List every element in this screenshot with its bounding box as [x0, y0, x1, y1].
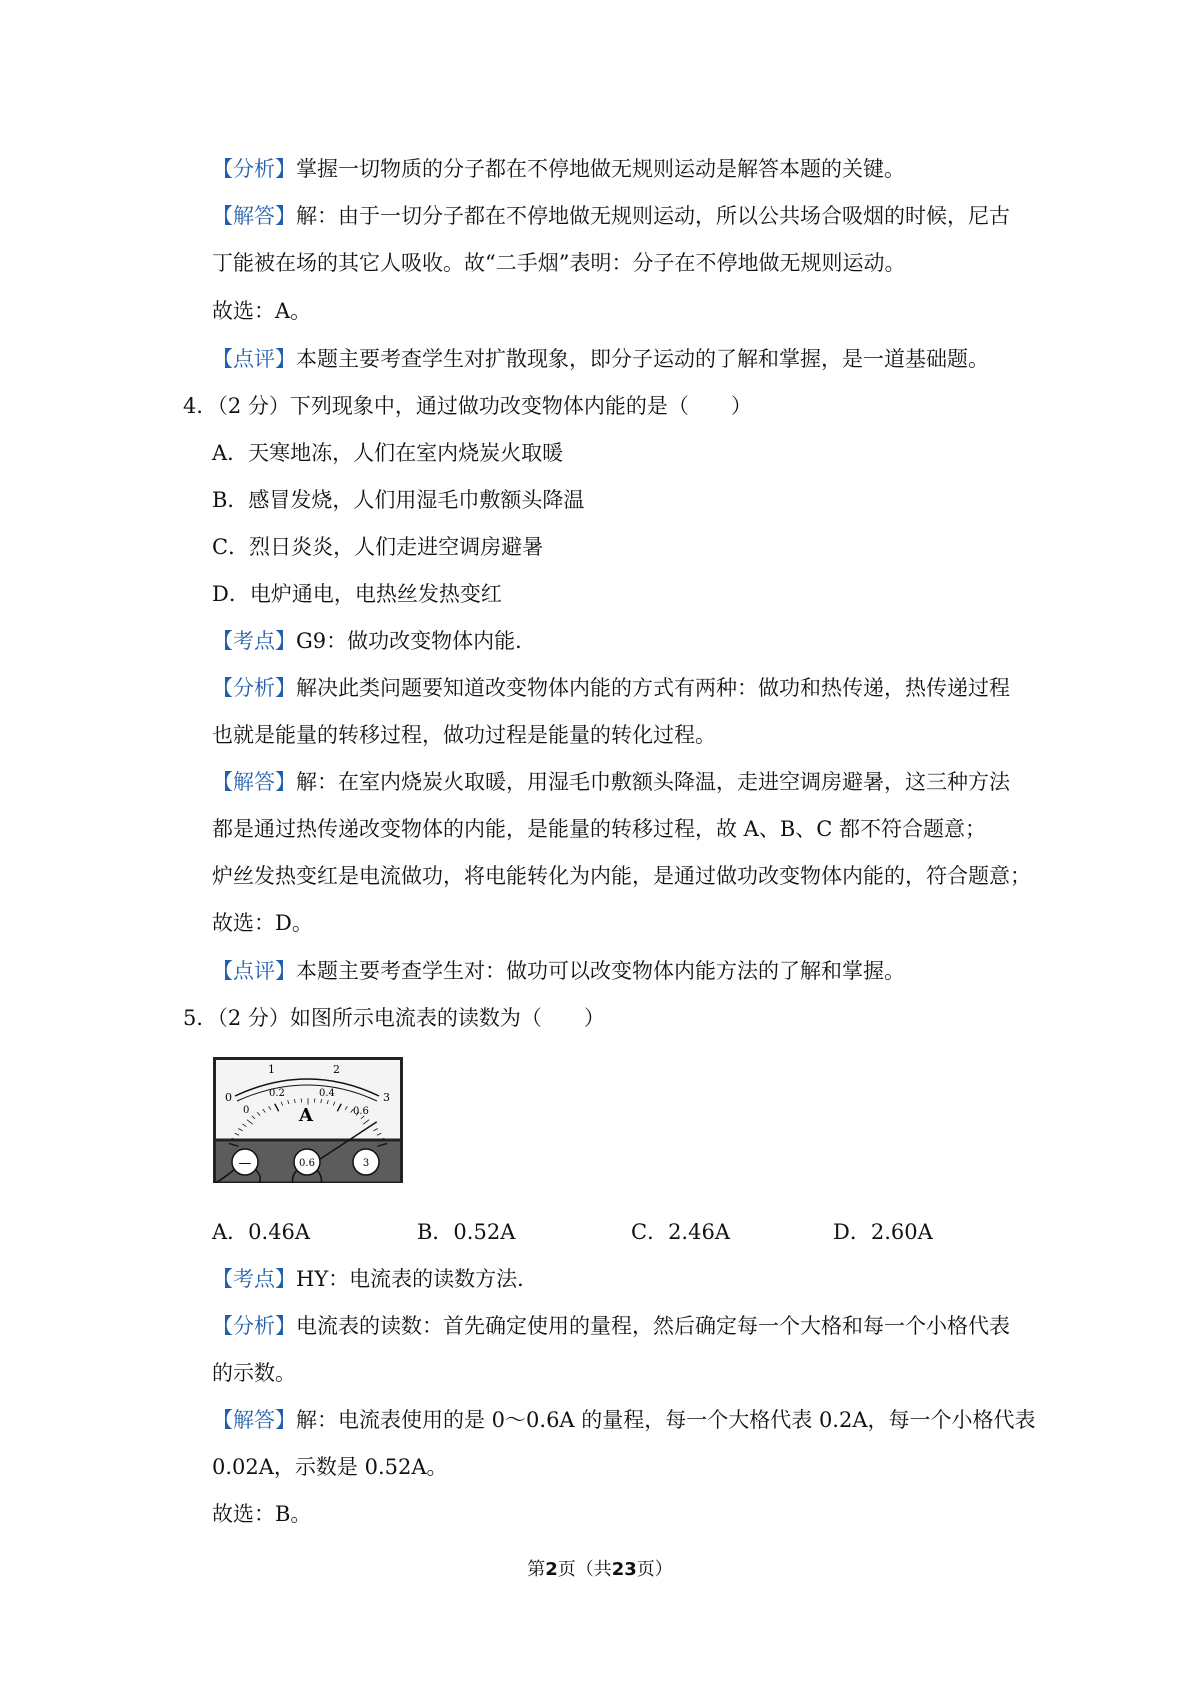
upper-scale-label: 2 — [333, 1063, 340, 1076]
q5-answer: 【解答】解：电流表使用的是 0～0.6A 的量程，每一个大格代表 0.2A，每一个小格代表 — [212, 1408, 1036, 1432]
analysis-tag: 【分析】 — [212, 676, 296, 700]
q4-option-a: A．天寒地冻，人们在室内烧炭火取暖 — [212, 441, 564, 465]
comment-tag: 【点评】 — [212, 347, 296, 371]
upper-scale-label: 1 — [268, 1063, 275, 1076]
q3-answer: 【解答】解：由于一切分子都在不停地做无规则运动，所以公共场合吸烟的时候，尼古 — [212, 204, 1010, 228]
q4-answer-line3: 炉丝发热变红是电流做功，将电能转化为内能，是通过做功改变物体内能的，符合题意； — [212, 864, 1031, 888]
q4-option-d: D．电炉通电，电热丝发热变红 — [212, 582, 502, 606]
ammeter-figure — [213, 1057, 403, 1183]
q4-option-c: C．烈日炎炎，人们走进空调房避暑 — [212, 535, 544, 559]
q4-point: 【考点】G9：做功改变物体内能． — [212, 629, 537, 653]
point-tag: 【考点】 — [212, 1267, 296, 1291]
q3-analysis: 【分析】掌握一切物质的分子都在不停地做无规则运动是解答本题的关键。 — [212, 157, 905, 181]
page-number: 2 — [545, 1559, 558, 1580]
q4-analysis: 【分析】解决此类问题要知道改变物体内能的方式有两种：做功和热传递，热传递过程 — [212, 676, 1010, 700]
lower-scale-label: 0.6 — [353, 1106, 369, 1117]
q3-comment: 【点评】本题主要考查学生对扩散现象，即分子运动的了解和掌握，是一道基础题。 — [212, 347, 989, 371]
q4-answer-line2: 都是通过热传递改变物体的内能，是能量的转移过程，故 A、B、C 都不符合题意； — [212, 817, 987, 841]
q4-option-b: B．感冒发烧，人们用湿毛巾敷额头降温 — [212, 488, 585, 512]
lower-scale-label: 0.2 — [269, 1088, 285, 1099]
q5-answer-line2: 0.02A，示数是 0.52A。 — [212, 1455, 448, 1479]
q5-option-a: A．0.46A — [212, 1220, 311, 1244]
q5-option-b: B．0.52A — [417, 1220, 516, 1244]
q4-stem: 4．（2 分）下列现象中，通过做功改变物体内能的是（ ） — [183, 394, 752, 418]
q4-choice: 故选：D。 — [212, 911, 313, 935]
analysis-tag: 【分析】 — [212, 157, 296, 181]
q5-analysis-line2: 的示数。 — [212, 1361, 296, 1385]
analysis-tag: 【分析】 — [212, 1314, 296, 1338]
q4-analysis-line2: 也就是能量的转移过程，做功过程是能量的转化过程。 — [212, 723, 716, 747]
page-footer: 第2页（共23页） — [527, 1559, 673, 1580]
svg-text:3: 3 — [362, 1158, 370, 1169]
q4-comment: 【点评】本题主要考查学生对：做功可以改变物体内能方法的了解和掌握。 — [212, 959, 905, 983]
page-total: 23 — [611, 1559, 637, 1580]
q5-option-d: D．2.60A — [833, 1220, 933, 1244]
lower-scale-label: 0.4 — [319, 1088, 335, 1099]
svg-text:0.6: 0.6 — [299, 1158, 315, 1169]
comment-tag: 【点评】 — [212, 959, 296, 983]
answer-tag: 【解答】 — [212, 204, 296, 228]
unit-label: A — [299, 1105, 313, 1126]
q5-choice: 故选：B。 — [212, 1502, 312, 1526]
upper-scale-label: 0 — [225, 1091, 232, 1104]
svg-text:—: — — [238, 1156, 252, 1171]
answer-tag: 【解答】 — [212, 1408, 296, 1432]
q3-answer-line2: 丁能被在场的其它人吸收。故“二手烟”表明：分子在不停地做无规则运动。 — [212, 251, 906, 275]
q5-point: 【考点】HY：电流表的读数方法． — [212, 1267, 539, 1291]
answer-tag: 【解答】 — [212, 770, 296, 794]
q3-choice: 故选：A。 — [212, 299, 312, 323]
point-tag: 【考点】 — [212, 629, 296, 653]
q5-option-c: C．2.46A — [631, 1220, 730, 1244]
q5-analysis: 【分析】电流表的读数：首先确定使用的量程，然后确定每一个大格和每一个小格代表 — [212, 1314, 1010, 1338]
q4-answer: 【解答】解：在室内烧炭火取暖，用湿毛巾敷额头降温，走进空调房避暑，这三种方法 — [212, 770, 1010, 794]
q5-stem: 5．（2 分）如图所示电流表的读数为（ ） — [183, 1006, 605, 1030]
lower-scale-label: 0 — [243, 1105, 250, 1116]
upper-scale-label: 3 — [383, 1091, 390, 1104]
